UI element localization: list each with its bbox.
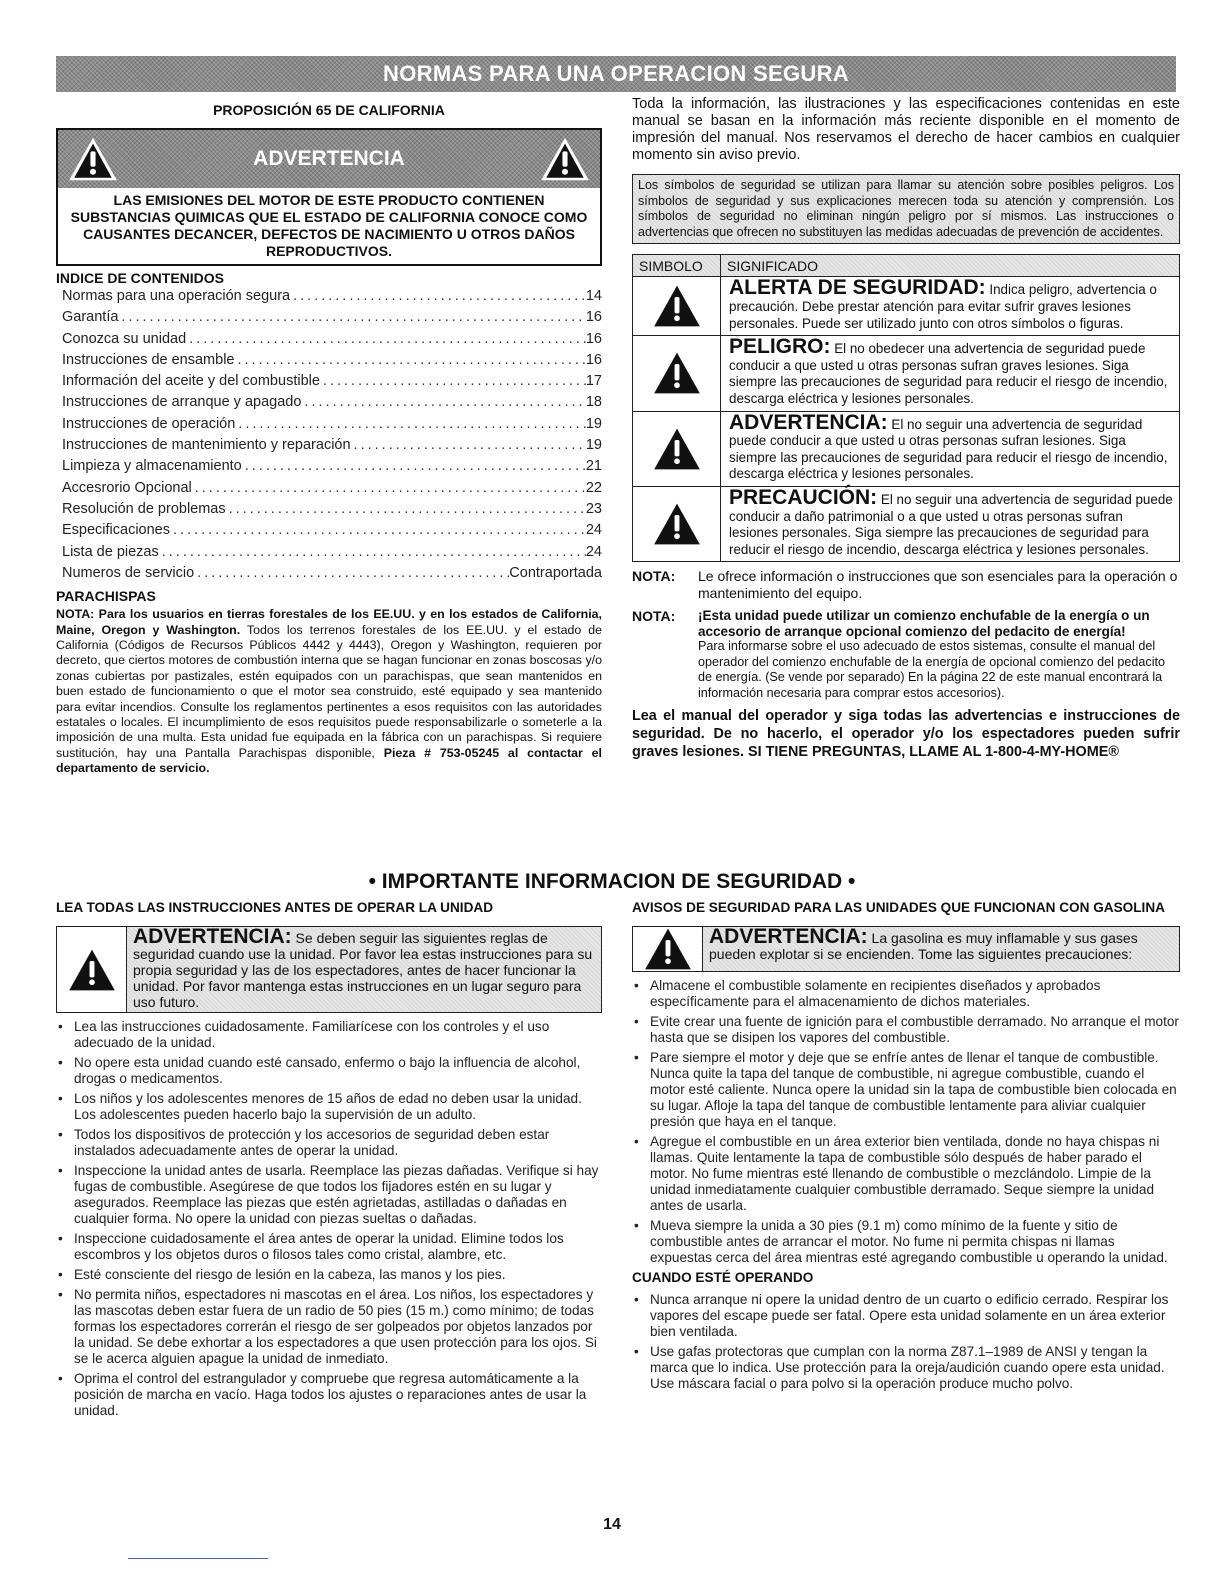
toc-entry-page: 24 [585,543,602,560]
toc-entry-label: Garantía [62,309,119,326]
toc-leader-dots [192,478,586,499]
list-item: • Mueva siempre la unida a 30 pies (9.1 m) como mínimo de la fuente y sitio de combustible antes de arrancar el motor. No fume ni permita chispas ni llamas expuestas cerca del área mientras esté agregando combustible u operando la unidad. [632,1218,1180,1266]
parachispas-body: Todos los terrenos forestales de los EE.UU. y el estado de California (Códigos de Recursos Públicos 4442 y 4443), Oregon y Washington, requieren por decreto, que ciertos motores de combustión interna que se hagan funcionar en zonas boscosas y/o zonas cubiertas por pastizales, estén equipados con un parachispas, que sean mantenidos en buen estado de funcionamiento o que el motor sea construido, esté equipado y sea mantenido para evitar incendios. Consulte los reglamentos pertinentes a esos requisitos con las autoridades estatales o locales. El incumplimiento de esos requisitos puede responsabilizarle o someterle a la imposición de una multa. Esta unidad fue equipada en la fábrica con un parachispas. Si requiere sustitución, hay una Pantalla Parachispas disponible, [56,622,602,760]
toc-entry-label: Accesrorio Opcional [62,479,192,496]
toc-leader-dots [235,350,586,371]
nota-label: NOTA: [632,568,676,585]
table-of-contents [62,286,602,584]
nota-text [698,608,1180,701]
toc-leader-dots [194,563,509,584]
toc-entry [62,435,602,456]
toc-entry-page: 19 [585,437,602,454]
symbol-text: El no seguir una advertencia de seguridad puede conducir a que usted u otras personas sufran lesiones. Siga siempre las precauciones de seguridad para reducir el riesgo de incendio, descarga eléctrica y lesiones personales. [729,416,1168,482]
warning-icon-cell [57,927,127,1012]
toc-entry-label: Numeros de servicio [62,564,195,581]
parachispas-part: Pieza # 753-05245 al contactar el departamento de servicio. [56,745,602,776]
warning-icon [538,136,592,182]
toc-entry-label: Información del aceite y del combustible [62,373,320,390]
list-item: • Esté consciente del riesgo de lesión en la cabeza, las manos y los pies. [56,1267,602,1283]
warning-icon [652,427,702,471]
list-item: • Los niños y los adolescentes menores de 15 años de edad no deben usar la unidad. Los adolescentes pueden hacerlo bajo la supervisión de un adulto. [56,1091,602,1123]
nota-2 [632,608,1180,701]
symbol-title: ALERTA DE SEGURIDAD: [729,276,986,300]
toc-entry [62,286,602,307]
gasoline-rules-list [632,978,1180,1266]
intro-paragraph: Toda la información, las ilustraciones y las especificaciones contenidas en este manual se basan en la información más reciente disponible en el momento de impresión del manual. Nos reservamos el derecho de hacer cambios en cualquier momento sin aviso previo. [632,96,1180,163]
toc-leader-dots [320,371,586,392]
warning-icon [643,927,693,971]
symbol-cell [633,412,721,486]
symbol-title: ADVERTENCIA: [729,410,888,434]
left-column [56,98,602,777]
important-safety-title: • IMPORTANTE INFORMACION DE SEGURIDAD • [368,870,856,893]
parachispas-title: PARACHISPAS [56,588,156,605]
parachispas-text [56,607,602,776]
toc-entry [62,499,602,520]
toc-entry [62,329,602,350]
toc-entry-page: 22 [585,479,602,496]
symbol-cell [633,336,721,410]
list-item: • Inspeccione la unidad antes de usarla. Reemplace las piezas dañadas. Verifique si hay fugas de combustible. Asegúrese de que todos los fijadores estén en su lugar y asegurados. Reemplace las piezas que estén agrietadas, astilladas o dañadas en cualquier forma. No opere la unidad con piezas sueltas o dañadas. [56,1163,602,1227]
toc-entry-page: 14 [585,288,602,304]
toc-entry-page: 24 [585,522,602,539]
toc-entry [62,563,602,584]
meaning-col-header: SIGNIFICADO [727,258,819,275]
toc-entry-label: Conozca su unidad [62,330,187,347]
advertencia-body: La gasolina es muy inflamable y sus gases pueden explotar si se encienden. Tome las siguientes precauciones: [709,930,1138,962]
nota-1 [632,568,1180,602]
right-column [632,96,1180,761]
warning-icon [652,502,702,546]
toc-entry [62,478,602,499]
toc-leader-dots [159,542,586,563]
prop65-warning-box [56,128,602,266]
toc-leader-dots [170,520,586,541]
list-item: • Inspeccione cuidadosamente el área antes de operar la unidad. Elimine todos los escombros y los objetos duros o filosos tales como cristal, alambre, etc. [56,1231,602,1263]
gasoline-warnings-title: AVISOS DE SEGURIDAD PARA LAS UNIDADES QUE FUNCIONAN CON GASOLINA [632,900,1165,915]
toc-entry-label: Normas para una operación segura [62,288,291,304]
prop65-warning-header [58,130,600,188]
symbol-row [633,335,1179,410]
symbol-title: PRECAUCIÓN: [729,485,878,509]
prop65-title: PROPOSICIÓN 65 DE CALIFORNIA [213,102,445,118]
symbol-table-header [633,255,1179,277]
toc-entry-page: 18 [585,394,602,411]
list-item: • No opere esta unidad cuando esté cansado, enfermo o bajo la influencia de alcohol, drogas o medicamentos. [56,1055,602,1087]
toc-entry-page: 17 [585,373,602,390]
toc-entry-label: Instrucciones de ensamble [62,351,235,368]
symbol-cell [633,277,721,335]
list-item: • Todos los dispositivos de protección y los accesorios de seguridad deben estar instalados adecuadamente antes de operar la unidad. [56,1127,602,1159]
symbol-title: PELIGRO: [729,335,831,359]
toc-leader-dots [226,499,586,520]
advertencia-text [703,927,1179,971]
toc-entry-page: Contraportada [509,564,602,581]
toc-entry-page: 16 [585,309,602,326]
bottom-left-column [56,900,602,1423]
list-item: • Agregue el combustible en un área exterior bien ventilada, donde no haya chispas ni llamas. Quite lentamente la tapa de combustible sólo después de haber parado el motor. No fume mientras esté llenando de combustible o mezclándolo. Limpie de la unidad inmediatamente cualquier combustible derramado. Seque siempre la unidad antes de usarla. [632,1134,1180,1214]
toc-entry [62,414,602,435]
toc-leader-dots [290,286,586,307]
symbol-table [632,254,1180,562]
symbol-meaning [721,412,1179,486]
advertencia-box [56,926,602,1013]
symbol-text: Indica peligro, advertencia o precaución. Debe prestar atención para evitar sufrir graves lesiones personales. Puede ser utilizado junto con otros símbolos o figuras. [729,282,1157,331]
section-banner: NORMAS PARA UNA OPERACION SEGURA [56,56,1176,92]
safety-symbols-note: Los símbolos de seguridad se utilizan para llamar su atención sobre posibles peligros. Los símbolos de seguridad y sus explicaciones merecen toda su atención y comprensión. Los símbolos de seguridad no eliminan ningún peligro por sí mismos. Las instrucciones o advertencias que ofrecen no substituyen las medidas adecuadas de prevención de accidentes. [632,174,1180,244]
symbol-row [633,411,1179,486]
list-item: • Oprima el control del estrangulador y compruebe que regresa automáticamente a la posición de marcha en vacío. Haga todos los ajustes o reparaciones antes de usar la unidad. [56,1371,602,1419]
advertencia-title: ADVERTENCIA: [709,925,868,948]
list-item: • Almacene el combustible solamente en recipientes diseñados y aprobados específicamente para el almacenamiento de dichos materiales. [632,978,1180,1010]
toc-entry-page: 16 [585,330,602,347]
symbol-text: El no obedecer una advertencia de seguridad puede conducir a que usted u otras personas sufran graves lesiones. Siga siempre las precauciones de seguridad para reducir el riesgo de incendio, descarga eléctrica y lesiones personales. [729,341,1168,406]
nota-text: Le ofrece información o instrucciones que son esenciales para la operación o mantenimiento del equipo. [698,568,1178,602]
toc-entry-label: Instrucciones de operación [62,415,236,432]
toc-entry-page: 16 [585,351,602,368]
gasoline-advertencia-box [632,926,1180,972]
list-item: • Use gafas protectoras que cumplan con la norma Z87.1–1989 de ANSI y tengan la marca que lo indica. Use protección para la oreja/audición cuando opere esta unidad. Use máscara facial o para polvo si la operación produce mucho polvo. [632,1344,1180,1392]
page-number: 14 [603,1516,621,1533]
toc-entry-page: 23 [585,500,602,517]
advertencia-title: ADVERTENCIA: [133,925,292,948]
advertencia-text [127,927,601,1012]
nota-lead: ¡Esta unidad puede utilizar un comienzo enchufable de la energía o un accesorio de arranque opcional comienzo del pedacito de energía! [698,608,1150,639]
toc-leader-dots [118,307,585,328]
toc-entry [62,307,602,328]
footer-rule [128,1558,268,1559]
symbol-row [633,277,1179,335]
symbol-meaning [721,277,1179,335]
toc-entry [62,542,602,563]
toc-entry-page: 19 [585,415,602,432]
prop65-header-label: ADVERTENCIA [253,147,405,170]
symbol-cell [633,487,721,561]
list-item: • Pare siempre el motor y deje que se enfríe antes de llenar el tanque de combustible. Nunca quite la tapa del tanque de combustible, ni agregue combustible, cuando el motor esté caliente. Nunca opere la unidad sin la tapa de combustible bien colocada en su lugar. Afloje la tapa del tanque de combustible lentamente para aliviar cualquier presión que haya en el tanque. [632,1050,1180,1130]
toc-entry-label: Limpieza y almacenamiento [62,458,242,475]
nota-body: Para informarse sobre el uso adecuado de estos sistemas, consulte el manual del operador del comienzo enchufable de la energía de opcional comienzo del pedacito de energía. (Se vende por separado) En la página 22 de este manual encontrará la información necesaria para comprar estos accesorios). [698,639,1165,700]
warning-icon-cell [633,927,703,971]
list-item: • Evite crear una fuente de ignición para el combustible derramado. No arranque el motor hasta que se disipen los vapores del combustible. [632,1014,1180,1046]
list-item: • Nunca arranque ni opere la unidad dentro de un cuarto o edificio cerrado. Respirar los vapores del escape puede ser fatal. Opere esta unidad solamente en un área exterior bien ventilada. [632,1292,1180,1340]
prop65-warning-text: LAS EMISIONES DEL MOTOR DE ESTE PRODUCTO CONTIENEN SUBSTANCIAS QUIMICAS QUE EL ESTADO DE CALIFORNIA CONOCE COMO CAUSANTES DECANCER, DEFECTOS DE NACIMIENTO U OTROS DAÑOS REPRODUCTIVOS. [70,192,588,259]
toc-leader-dots [235,414,586,435]
toc-leader-dots [186,329,586,350]
toc-entry-label: Instrucciones de mantenimiento y reparación [62,437,351,454]
advertencia-body: Se deben seguir las siguientes reglas de seguridad cuando use la unidad. Por favor lea estas instrucciones para su propia seguridad y las de los espectadores, antes de hacer funcionar la unidad. Por favor mantenga estas instrucciones en un lugar seguro para uso futuro. [133,930,593,1010]
nota-label: NOTA: [632,608,676,625]
operating-title: CUANDO ESTÉ OPERANDO [632,1270,814,1285]
read-instructions-title: LEA TODAS LAS INSTRUCCIONES ANTES DE OPERAR LA UNIDAD [56,900,494,915]
toc-entry [62,456,602,477]
symbol-text: El no seguir una advertencia de seguridad puede conducir a daño patrimonial o a que usted u otras personas sufran lesiones personales. Siga siempre las precauciones de seguridad para reducir el riesgo de incendio, descarga eléctrica y lesiones personales. [729,491,1173,557]
toc-entry-label: Especificaciones [62,522,170,539]
warning-icon [67,948,117,992]
toc-leader-dots [242,456,586,477]
parachispas-lead: NOTA: Para los usuarios en tierras forestales de los EE.UU. y en los estados de California, Maine, Oregon y Washington. [56,607,602,637]
warning-icon [66,136,120,182]
toc-entry-label: Instrucciones de arranque y apagado [62,394,302,411]
toc-entry-label: Resolución de problemas [62,500,226,517]
list-item: • No permita niños, espectadores ni mascotas en el área. Los niños, los espectadores y las mascotas deben estar fuera de un radio de 50 pies (15 m.) como mínimo; de todas formas los espectadores correrán el riesgo de ser golpeados por objetos lanzados por la unidad. Se debe exhortar a los espectadores a que usen protección para los ojos. Si se le acerca alguien apague la unidad de inmediato. [56,1287,602,1367]
symbol-meaning [721,487,1179,561]
toc-entry-label: Lista de piezas [62,543,159,560]
toc-title: INDICE DE CONTENIDOS [56,270,225,286]
warning-icon [652,351,702,395]
toc-leader-dots [301,392,585,413]
symbol-col-header: SIMBOLO [633,255,721,276]
read-manual-warning: Lea el manual del operador y siga todas las advertencias e instrucciones de seguridad. De no hacerlo, el operador y/o los espectadores pueden sufrir graves lesiones. SI TIENE PREGUNTAS, LLAME AL 1-800-4-MY-HOME® [632,708,1180,761]
bottom-right-column [632,900,1180,1396]
safety-rules-list [56,1019,602,1419]
toc-leader-dots [351,435,586,456]
symbol-row [633,486,1179,561]
operating-rules-list [632,1292,1180,1392]
symbol-meaning [721,336,1179,410]
toc-entry [62,371,602,392]
list-item: • Lea las instrucciones cuidadosamente. Familiarícese con los controles y el uso adecuado de la unidad. [56,1019,602,1051]
toc-entry [62,520,602,541]
warning-icon [652,284,702,328]
toc-entry-page: 21 [585,458,602,475]
toc-entry [62,392,602,413]
toc-entry [62,350,602,371]
